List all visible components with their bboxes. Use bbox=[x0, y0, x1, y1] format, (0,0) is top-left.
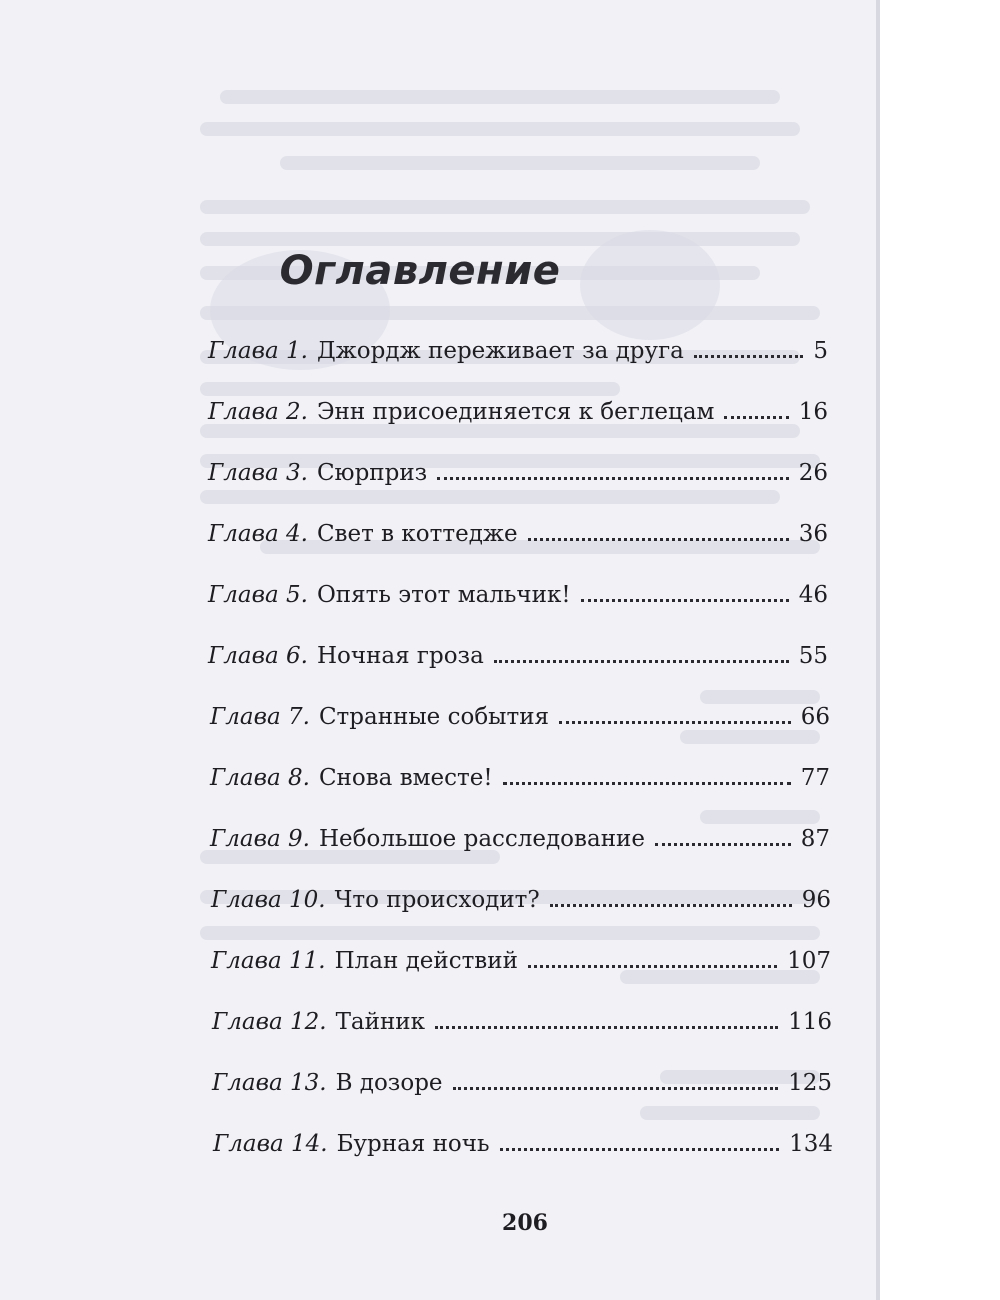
chapter-label: Глава 13. bbox=[212, 1070, 327, 1096]
toc-entry bbox=[210, 826, 830, 860]
chapter-label: Глава 5. bbox=[208, 582, 308, 608]
dot-leader bbox=[581, 598, 789, 602]
chapter-page-number: 16 bbox=[798, 399, 828, 425]
chapter-title: Ночная гроза bbox=[316, 643, 484, 669]
chapter-label: Глава 8. bbox=[210, 765, 310, 791]
chapter-title: В дозоре bbox=[335, 1070, 443, 1096]
chapter-title: Снова вместе! bbox=[318, 765, 493, 791]
chapter-label: Глава 6. bbox=[208, 643, 308, 669]
chapter-page-number: 5 bbox=[813, 338, 828, 364]
chapter-label: Глава 7. bbox=[210, 704, 310, 730]
dot-leader bbox=[453, 1086, 779, 1090]
chapter-page-number: 46 bbox=[798, 582, 828, 608]
chapter-page-number: 96 bbox=[801, 887, 831, 913]
page-number: 206 bbox=[502, 1210, 548, 1236]
chapter-page-number: 134 bbox=[789, 1131, 833, 1157]
dot-leader bbox=[528, 537, 789, 541]
chapter-page-number: 125 bbox=[788, 1070, 832, 1096]
toc-entry bbox=[211, 887, 831, 921]
chapter-title: Бурная ночь bbox=[336, 1131, 490, 1157]
chapter-page-number: 107 bbox=[787, 948, 831, 974]
chapter-title: Свет в коттедже bbox=[316, 521, 518, 547]
toc-entry bbox=[208, 643, 828, 677]
toc-entry bbox=[213, 1131, 833, 1165]
dot-leader bbox=[435, 1025, 778, 1029]
chapter-title: Опять этот мальчик! bbox=[316, 582, 571, 608]
chapter-title: Энн присоединяется к беглецам bbox=[316, 399, 715, 425]
toc-entry bbox=[211, 948, 831, 982]
toc-entry bbox=[208, 399, 828, 433]
toc-entry bbox=[212, 1009, 832, 1043]
dot-leader bbox=[528, 964, 777, 968]
chapter-label: Глава 9. bbox=[210, 826, 310, 852]
toc-entry bbox=[208, 582, 828, 616]
chapter-page-number: 66 bbox=[800, 704, 830, 730]
dot-leader bbox=[503, 781, 791, 785]
chapter-page-number: 77 bbox=[800, 765, 830, 791]
chapter-label: Глава 10. bbox=[211, 887, 326, 913]
scan-margin bbox=[880, 0, 1000, 1300]
dot-leader bbox=[494, 659, 789, 663]
toc-entry bbox=[210, 704, 830, 738]
chapter-title: Джордж переживает за друга bbox=[316, 338, 684, 364]
chapter-label: Глава 1. bbox=[208, 338, 308, 364]
toc-entry bbox=[208, 338, 828, 372]
chapter-page-number: 36 bbox=[798, 521, 828, 547]
chapter-label: Глава 2. bbox=[208, 399, 308, 425]
toc-heading: Оглавление bbox=[279, 248, 561, 294]
dot-leader bbox=[559, 720, 791, 724]
toc-entry bbox=[212, 1070, 832, 1104]
toc-entry bbox=[208, 521, 828, 555]
chapter-title: План действий bbox=[334, 948, 518, 974]
dot-leader bbox=[655, 842, 791, 846]
chapter-title: Небольшое расследование bbox=[318, 826, 645, 852]
toc-entry bbox=[208, 460, 828, 494]
chapter-label: Глава 11. bbox=[211, 948, 326, 974]
chapter-title: Что происходит? bbox=[334, 887, 540, 913]
dot-leader bbox=[437, 476, 788, 480]
chapter-title: Странные события bbox=[318, 704, 550, 730]
chapter-title: Сюрприз bbox=[316, 460, 428, 486]
dot-leader bbox=[500, 1147, 780, 1151]
chapter-label: Глава 12. bbox=[212, 1009, 327, 1035]
chapter-page-number: 26 bbox=[798, 460, 828, 486]
dot-leader bbox=[694, 354, 804, 358]
toc-entry bbox=[210, 765, 830, 799]
chapter-label: Глава 3. bbox=[208, 460, 308, 486]
dot-leader bbox=[550, 903, 792, 907]
chapter-label: Глава 14. bbox=[213, 1131, 328, 1157]
chapter-page-number: 87 bbox=[800, 826, 830, 852]
chapter-page-number: 55 bbox=[798, 643, 828, 669]
chapter-page-number: 116 bbox=[788, 1009, 832, 1035]
chapter-title: Тайник bbox=[335, 1009, 425, 1035]
dot-leader bbox=[724, 415, 788, 419]
chapter-label: Глава 4. bbox=[208, 521, 308, 547]
